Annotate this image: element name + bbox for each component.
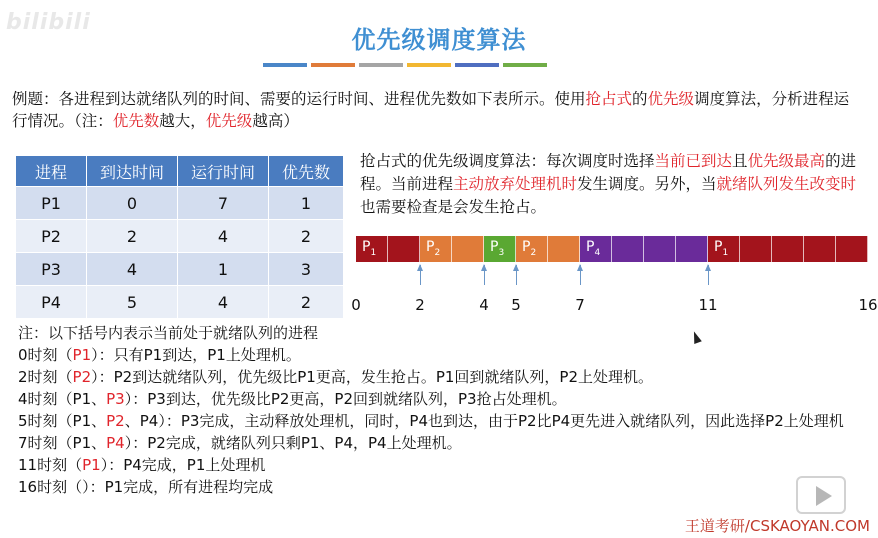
- note-text: 2时刻（: [18, 368, 73, 386]
- timeline-arrow-icon: [708, 265, 709, 285]
- table-cell: 0: [87, 187, 178, 220]
- table-row: [16, 253, 344, 286]
- note-text: 7时刻（P1、: [18, 434, 107, 452]
- table-cell: 5: [87, 286, 178, 319]
- table-row: [16, 220, 344, 253]
- timeline-arrow-icon: [580, 265, 581, 285]
- table-cell: 1: [269, 187, 344, 220]
- gantt-chart: [356, 236, 868, 262]
- color-bar-segment: [311, 63, 355, 67]
- gantt-cell: [484, 236, 516, 262]
- note-text: 5时刻（P1、: [18, 412, 107, 430]
- desc-part: 发生调度。另外，当: [577, 175, 717, 193]
- intro-highlight: 优先数: [112, 112, 160, 130]
- gantt-cell: [708, 236, 740, 262]
- table-header: 运行时间: [178, 156, 269, 187]
- notes-header: 注：以下括号内表示当前处于就绪队列的进程: [18, 324, 319, 342]
- table-cell: 7: [178, 187, 269, 220]
- note-text: ）：P3到达，优先级比P2更高，P2回到就绪队列，P3抢占处理机。: [124, 390, 567, 408]
- note-line: [18, 410, 868, 432]
- notes-section: [18, 322, 868, 498]
- intro-highlight: 抢占式: [585, 90, 633, 108]
- timeline-tick-label: 0: [351, 296, 361, 314]
- desc-highlight: 就绪队列发生改变时: [716, 175, 857, 193]
- intro-part: 越大，: [159, 112, 206, 130]
- note-highlight: P4: [106, 434, 125, 452]
- gantt-process-label: $P_2$: [426, 239, 441, 258]
- table-cell: P3: [16, 253, 87, 286]
- intro-highlight: 优先级: [647, 90, 695, 108]
- note-line: [18, 388, 868, 410]
- gantt-cell: [644, 236, 676, 262]
- table-cell: P2: [16, 220, 87, 253]
- desc-part: 抢占式的优先级调度算法：每次调度时选择: [360, 152, 655, 170]
- timeline-arrow-icon: [516, 265, 517, 285]
- table-header: 进程: [16, 156, 87, 187]
- note-highlight: P2: [72, 368, 92, 386]
- gantt-process-label: $P_4$: [586, 239, 601, 258]
- footer-brand: 王道考研/CSKAOYAN.COM: [684, 517, 870, 535]
- note-line: [18, 476, 868, 498]
- gantt-cell: [580, 236, 612, 262]
- play-icon[interactable]: [796, 476, 846, 514]
- note-text: ）：P2完成，就绪队列只剩P1、P4，P4上处理机。: [124, 434, 462, 452]
- timeline-tick-label: 2: [415, 296, 425, 314]
- note-highlight: P3: [106, 390, 125, 408]
- timeline-arrow-icon: [420, 265, 421, 285]
- color-bar-segment: [263, 63, 307, 67]
- intro-part: 调度算法，分析进程运行情况。（注：: [12, 90, 850, 130]
- note-highlight: P1: [72, 346, 92, 364]
- gantt-process-label: $P_1$: [714, 239, 729, 258]
- timeline-arrow-icon: [484, 265, 485, 285]
- gantt-cell: [452, 236, 484, 262]
- table-cell: 4: [87, 253, 178, 286]
- gantt-cell: [804, 236, 836, 262]
- note-text: 4时刻（P1、: [18, 390, 107, 408]
- note-highlight: P2: [106, 412, 125, 430]
- note-highlight: P1: [82, 456, 101, 474]
- table-cell: P1: [16, 187, 87, 220]
- gantt-cell: [612, 236, 644, 262]
- bilibili-watermark: bilibili: [6, 10, 91, 35]
- desc-highlight: 当前已到达: [654, 152, 733, 170]
- table-cell: 2: [269, 286, 344, 319]
- timeline-tick-label: 11: [698, 296, 718, 314]
- intro-text: [12, 88, 852, 132]
- gantt-cell: [836, 236, 868, 262]
- intro-part: 的: [632, 90, 648, 108]
- table-header: 到达时间: [87, 156, 178, 187]
- timeline-tick-label: 4: [479, 296, 489, 314]
- note-text: ）：P2到达就绪队列，优先级比P1更高，发生抢占。P1回到就绪队列，P2上处理机。: [91, 368, 653, 386]
- color-bar-segment: [359, 63, 403, 67]
- gantt-process-label: $P_1$: [362, 239, 377, 258]
- timeline-tick-label: 16: [858, 296, 878, 314]
- note-line: [18, 432, 868, 454]
- color-bar-segment: [407, 63, 451, 67]
- table-row: [16, 286, 344, 319]
- gantt-cell: [388, 236, 420, 262]
- desc-highlight: 优先级最高: [747, 152, 826, 170]
- table-cell: 2: [87, 220, 178, 253]
- gantt-cell: [420, 236, 452, 262]
- gantt-cell: [548, 236, 580, 262]
- timeline-tick-label: 5: [511, 296, 521, 314]
- gantt-process-label: $P_3$: [490, 239, 505, 258]
- gantt-cell: [676, 236, 708, 262]
- intro-highlight: 优先级: [205, 112, 253, 130]
- table-cell: 1: [178, 253, 269, 286]
- intro-part: 例题：各进程到达就绪队列的时间、需要的运行时间、进程优先数如下表所示。使用: [12, 90, 586, 108]
- gantt-cell: [740, 236, 772, 262]
- note-text: 11时刻（: [18, 456, 83, 474]
- note-text: ）：P4完成，P1上处理机: [100, 456, 266, 474]
- note-text: 16时刻（）：P1完成，所有进程均完成: [18, 478, 274, 496]
- note-text: 、P4）：P3完成，主动释放处理机，同时，P4也到达，由于P2比P4更先进入就绪队列，因此选择P2上处理机: [124, 412, 844, 430]
- page-title: 优先级调度算法: [351, 26, 527, 54]
- table-cell: 3: [269, 253, 344, 286]
- desc-highlight: 主动放弃处理机时: [453, 175, 578, 193]
- gantt-process-label: $P_2$: [522, 239, 537, 258]
- note-line: [18, 454, 868, 476]
- note-text: ）：只有P1到达，P1上处理机。: [91, 346, 301, 364]
- process-table: [16, 156, 344, 318]
- table-cell: 4: [178, 286, 269, 319]
- note-text: 0时刻（: [18, 346, 73, 364]
- title-color-bar: [263, 63, 547, 67]
- gantt-cell: [356, 236, 388, 262]
- table-cell: 2: [269, 220, 344, 253]
- algorithm-description: [360, 150, 860, 219]
- gantt-cell: [516, 236, 548, 262]
- table-header: 优先数: [269, 156, 344, 187]
- gantt-cell: [772, 236, 804, 262]
- intro-part: 越高）: [252, 112, 299, 130]
- desc-part: 的进程。当前进程: [360, 152, 857, 193]
- desc-part: 且: [732, 152, 748, 170]
- timeline-tick-label: 7: [575, 296, 585, 314]
- desc-part: 也需要检查是会发生抢占。: [360, 198, 547, 216]
- table-cell: 4: [178, 220, 269, 253]
- note-line: [18, 366, 868, 388]
- color-bar-segment: [455, 63, 499, 67]
- table-cell: P4: [16, 286, 87, 319]
- color-bar-segment: [503, 63, 547, 67]
- table-row: [16, 187, 344, 220]
- note-line: [18, 344, 868, 366]
